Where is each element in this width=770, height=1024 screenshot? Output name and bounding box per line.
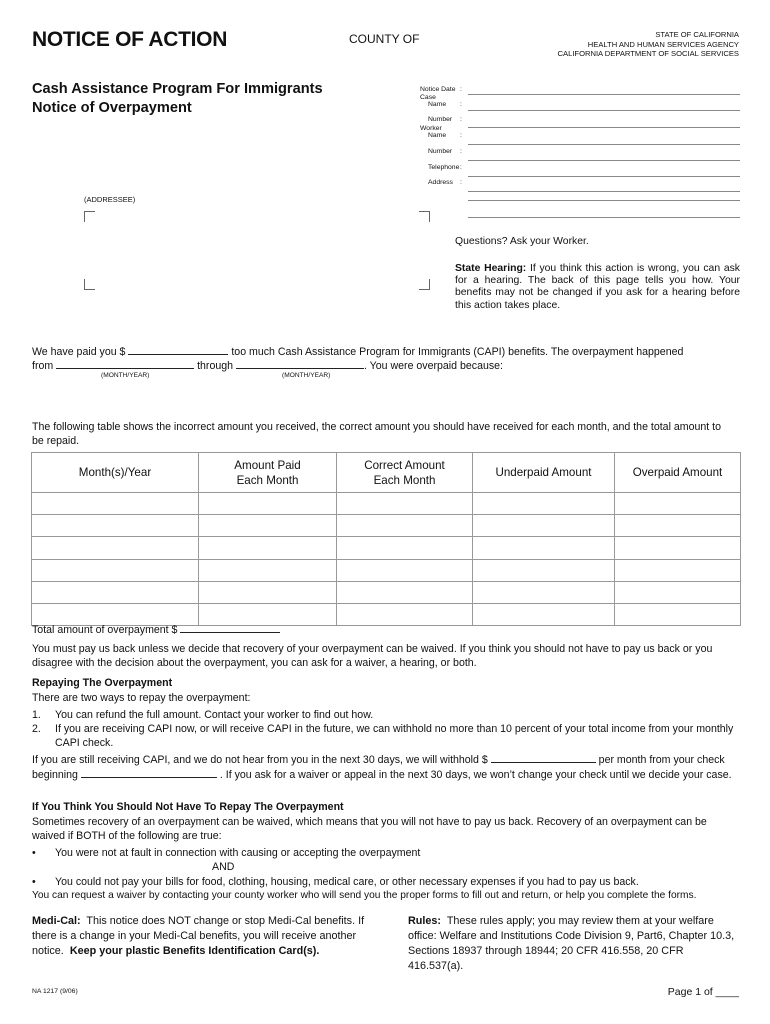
address-window-corner — [84, 279, 95, 290]
col-correct-amount: Correct Amount Each Month — [337, 453, 473, 493]
questions-text: Questions? Ask your Worker. — [455, 236, 589, 247]
cell[interactable] — [337, 559, 473, 581]
table-row — [32, 581, 741, 603]
bullet-icon: • — [32, 876, 36, 888]
waiver-intro: You must pay us back unless we decide that recovery of your overpayment can be waived. If you think you should not have to pay us back or you disagree with the decision about the overpayment, you can ask for a waiver, a hearing, or both. — [32, 643, 713, 669]
bullet-icon: • — [32, 847, 36, 859]
withhold-amount-field[interactable] — [491, 752, 596, 763]
address-line-2[interactable] — [468, 200, 740, 201]
address-window-corner — [419, 279, 430, 290]
address-field[interactable]: Address : — [420, 179, 740, 189]
telephone-field[interactable]: Telephone : — [420, 164, 740, 174]
repay-option-1: You can refund the full amount. Contact your worker to find out how. — [55, 709, 374, 721]
county-label: COUNTY OF — [349, 32, 420, 46]
waiver-heading: If You Think You Should Not Have To Repay The Overpayment — [32, 801, 344, 813]
cell[interactable] — [473, 537, 615, 559]
repaying-intro: There are two ways to repay the overpayment: — [32, 692, 251, 704]
program-name: Cash Assistance Program For Immigrants — [32, 81, 323, 97]
notice-date-field[interactable]: Notice Date : — [420, 86, 740, 96]
from-month-field[interactable] — [56, 358, 194, 369]
cell[interactable] — [32, 515, 199, 537]
cell[interactable] — [615, 581, 741, 603]
form-title: NOTICE OF ACTION — [32, 28, 228, 51]
waiver-explanation: Sometimes recovery of an overpayment can be waived, which means that you will not have to pay us back. Recovery of an overpayment can be waived if BOTH of the following are true: — [32, 816, 707, 842]
cell[interactable] — [199, 493, 337, 515]
notice-type: Notice of Overpayment — [32, 100, 192, 116]
page-number: Page 1 of ____ — [667, 986, 739, 998]
total-overpayment: Total amount of overpayment $ — [32, 622, 280, 637]
case-heading: Case — [420, 94, 436, 101]
check-beginning-field[interactable] — [81, 767, 217, 778]
cell[interactable] — [32, 537, 199, 559]
and-text: AND — [212, 861, 235, 873]
case-number-field[interactable]: Number : — [420, 116, 740, 126]
cell[interactable] — [337, 603, 473, 625]
cell[interactable] — [473, 515, 615, 537]
table-row — [32, 493, 741, 515]
rules-notice: Rules: These rules apply; you may review them at your welfare office: Welfare and Institutions Code Division 9, Part6, Chapter 10.3, Sections 18937 through 18944; 20 CFR 416.558, 20 CFR 416.537(a). — [408, 915, 735, 972]
address-window-corner — [84, 211, 95, 222]
department-line: CALIFORNIA DEPARTMENT OF SOCIAL SERVICES — [557, 49, 739, 59]
repaying-heading: Repaying The Overpayment — [32, 677, 173, 689]
cell[interactable] — [32, 493, 199, 515]
list-number: 1. — [32, 709, 41, 721]
cell[interactable] — [473, 493, 615, 515]
cell[interactable] — [615, 515, 741, 537]
cell[interactable] — [337, 581, 473, 603]
total-amount-field[interactable] — [180, 622, 280, 633]
cell[interactable] — [473, 603, 615, 625]
month-year-hint: (MONTH/YEAR) — [101, 372, 150, 379]
cell[interactable] — [199, 559, 337, 581]
cell[interactable] — [615, 603, 741, 625]
medi-cal-notice: Medi-Cal: This notice does NOT change or stop Medi-Cal benefits. If there is a change in your Medi-Cal benefits, you will receive another notice. Keep your plastic Benefits Identification Card(s). — [32, 915, 365, 957]
table-header-row — [32, 453, 741, 493]
col-overpaid: Overpaid Amount — [615, 453, 741, 493]
month-year-hint: (MONTH/YEAR) — [282, 372, 331, 379]
cell[interactable] — [615, 559, 741, 581]
worker-number-field[interactable]: Number : — [420, 148, 740, 158]
form-number: NA 1217 (9/06) — [32, 988, 78, 995]
col-amount-paid: Amount Paid Each Month — [199, 453, 337, 493]
cell[interactable] — [615, 537, 741, 559]
waiver-condition-2: You could not pay your bills for food, clothing, housing, medical care, or other necessary expenses if you had to pay us back. — [55, 876, 639, 888]
cell[interactable] — [473, 581, 615, 603]
list-number: 2. — [32, 723, 41, 735]
program-title — [32, 80, 323, 118]
overpaid-period: from through . You were overpaid because: — [32, 360, 503, 372]
table-row — [32, 537, 741, 559]
table-row — [32, 515, 741, 537]
cell[interactable] — [615, 493, 741, 515]
case-name-field[interactable]: Name : — [420, 101, 740, 111]
agency-line: HEALTH AND HUMAN SERVICES AGENCY — [587, 39, 739, 49]
col-underpaid: Underpaid Amount — [473, 453, 615, 493]
state-line: STATE OF CALIFORNIA — [655, 30, 739, 39]
waiver-condition-1: You were not at fault in connection with causing or accepting the overpayment — [55, 847, 421, 859]
overpayment-table — [31, 452, 741, 626]
address-line-3[interactable] — [468, 217, 740, 218]
waiver-request: You can request a waiver by contacting your county worker who will send you the proper forms to fill out and return, or help you complete the forms. — [32, 890, 697, 901]
worker-heading: Worker — [420, 125, 442, 132]
overpaid-statement: We have paid you $ too much Cash Assistance Program for Immigrants (CAPI) benefits. The overpayment happened — [32, 346, 684, 358]
worker-name-field[interactable]: Name : — [420, 132, 740, 142]
table-intro: The following table shows the incorrect amount you received, the correct amount you should have received for each month, and the total amount to be repaid. — [32, 421, 721, 447]
repay-option-2: If you are receiving CAPI now, or will receive CAPI in the future, we can withhold no more than 10 percent of your total income from your monthly CAPI check. — [55, 723, 734, 749]
state-hearing-text: State Hearing: If you think this action is wrong, you can ask for a hearing. The back of this page tells you how. Your benefits may not be changed if you ask for a hearing before this action takes place. — [455, 263, 740, 311]
state-agency-block — [558, 30, 739, 59]
cell[interactable] — [337, 493, 473, 515]
withholding-statement: If you are still receiving CAPI, and we do not hear from you in the next 30 days, we will withhold $ per month from your check beginning . If you ask for a waiver or appeal in the next 30 days, we won’t change your check until we decide your case. — [32, 754, 732, 781]
cell[interactable] — [473, 559, 615, 581]
cell[interactable] — [199, 537, 337, 559]
overpaid-amount-field[interactable] — [128, 344, 228, 355]
table-row — [32, 559, 741, 581]
through-month-field[interactable] — [236, 358, 364, 369]
cell[interactable] — [32, 559, 199, 581]
cell[interactable] — [337, 515, 473, 537]
cell[interactable] — [199, 515, 337, 537]
cell[interactable] — [199, 581, 337, 603]
addressee-label: (ADDRESSEE) — [84, 195, 136, 204]
cell[interactable] — [32, 581, 199, 603]
address-window-corner — [419, 211, 430, 222]
col-month-year: Month(s)/Year — [32, 453, 199, 493]
cell[interactable] — [337, 537, 473, 559]
